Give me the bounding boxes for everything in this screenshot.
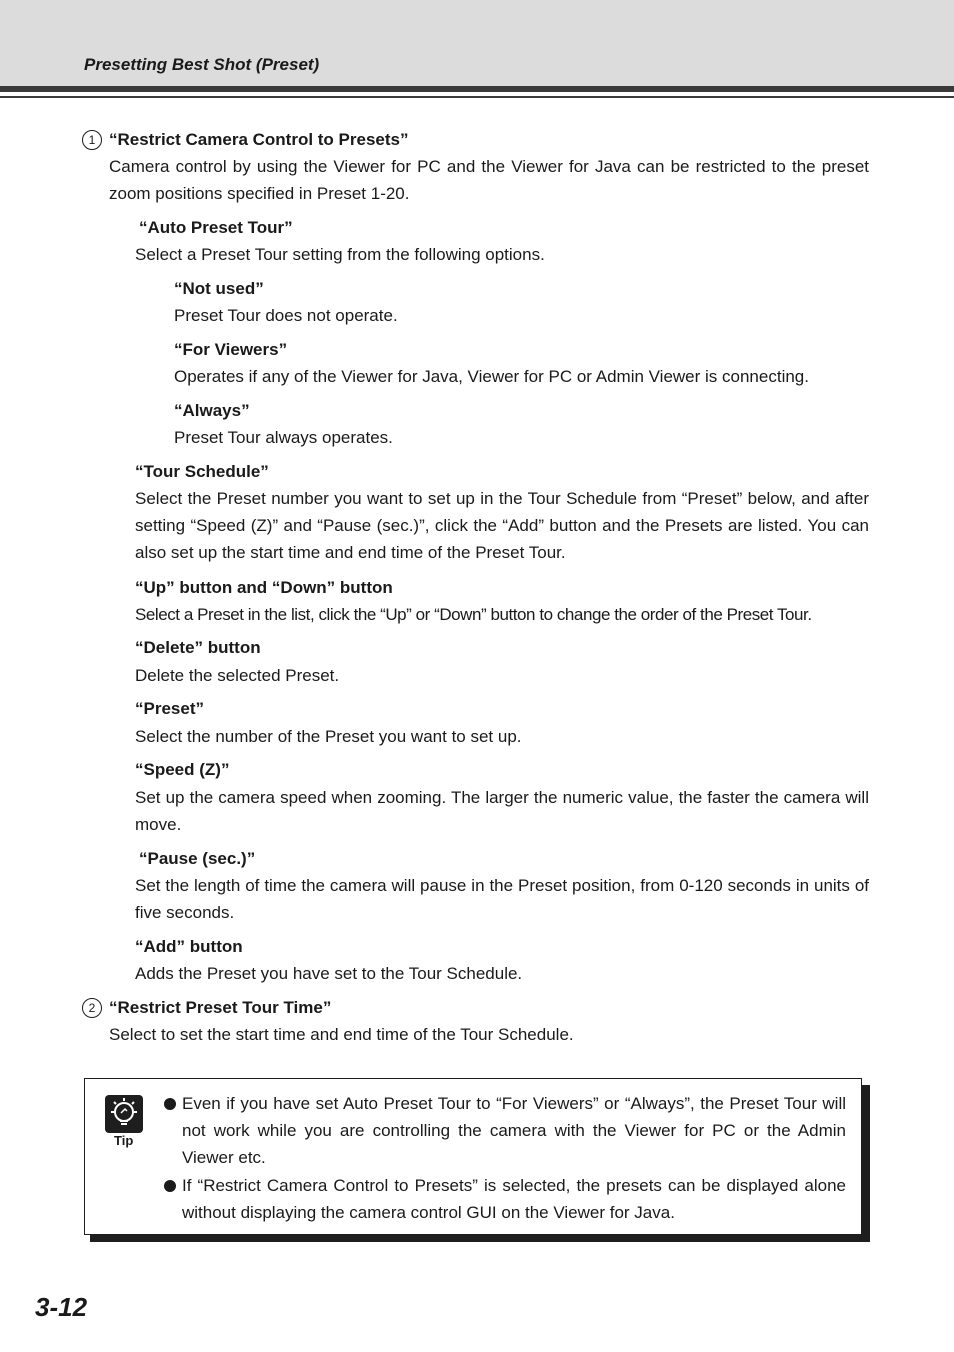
option-always-body: Preset Tour always operates.: [174, 428, 393, 447]
preset-body: Select the number of the Preset you want to set up.: [135, 727, 522, 746]
pause-heading: “Pause (sec.)”: [139, 849, 256, 868]
tour-schedule-heading: “Tour Schedule”: [135, 462, 269, 481]
item-number-1: 1: [82, 130, 102, 150]
option-always-heading: “Always”: [174, 401, 250, 420]
auto-preset-tour-body: Select a Preset Tour setting from the following options.: [135, 245, 545, 264]
up-down-heading: “Up” button and “Down” button: [135, 578, 393, 597]
header-rule-thin: [0, 96, 954, 98]
header-rule-thick: [0, 86, 954, 92]
speed-body: Set up the camera speed when zooming. The larger the numeric value, the faster the camera will move.: [135, 788, 869, 834]
item1-heading: “Restrict Camera Control to Presets”: [109, 130, 409, 149]
delete-heading: “Delete” button: [135, 638, 261, 657]
delete-body: Delete the selected Preset.: [135, 666, 340, 685]
speed-heading: “Speed (Z)”: [135, 760, 230, 779]
option-not-used-heading: “Not used”: [174, 279, 264, 298]
option-for-viewers-body: Operates if any of the Viewer for Java, Viewer for PC or Admin Viewer is connecting.: [174, 367, 809, 386]
tip-lightbulb-icon: [105, 1095, 143, 1133]
tour-schedule-body: Select the Preset number you want to set up in the Tour Schedule from “Preset” below, and after setting “Speed (Z)” and “Pause (sec.)”, click the “Add” button and the Presets are listed. You can also set up the start time and end time of the Preset Tour.: [135, 489, 869, 562]
option-not-used-body: Preset Tour does not operate.: [174, 306, 398, 325]
item1-body: Camera control by using the Viewer for PC and the Viewer for Java can be restricted to the preset zoom positions specified in Preset 1-20.: [109, 157, 869, 203]
tip-text-2: If “Restrict Camera Control to Presets” is selected, the presets can be displayed alone without displaying the camera control GUI on the Viewer for Java.: [182, 1176, 846, 1222]
preset-heading: “Preset”: [135, 699, 204, 718]
running-header: Presetting Best Shot (Preset): [84, 55, 320, 74]
add-body: Adds the Preset you have set to the Tour Schedule.: [135, 964, 523, 983]
item-number-2: 2: [82, 998, 102, 1018]
tip-label: Tip: [114, 1133, 134, 1148]
tip-bullet-1: [164, 1098, 176, 1110]
page-number: 3-12: [35, 1292, 88, 1322]
auto-preset-tour-heading: “Auto Preset Tour”: [139, 218, 293, 237]
option-for-viewers-heading: “For Viewers”: [174, 340, 288, 359]
item2-heading: “Restrict Preset Tour Time”: [109, 998, 332, 1017]
up-down-body: Select a Preset in the list, click the “Up” or “Down” button to change the order of the Preset Tour.: [135, 605, 812, 624]
pause-body: Set the length of time the camera will pause in the Preset position, from 0-120 seconds in units of five seconds.: [135, 876, 869, 922]
add-heading: “Add” button: [135, 937, 243, 956]
tip-bullet-2: [164, 1180, 176, 1192]
item2-body: Select to set the start time and end time of the Tour Schedule.: [109, 1025, 574, 1044]
tip-text-1: Even if you have set Auto Preset Tour to “For Viewers” or “Always”, the Preset Tour will not work while you are controlling the camera with the Viewer for PC or the Admin Viewer etc.: [182, 1094, 846, 1167]
